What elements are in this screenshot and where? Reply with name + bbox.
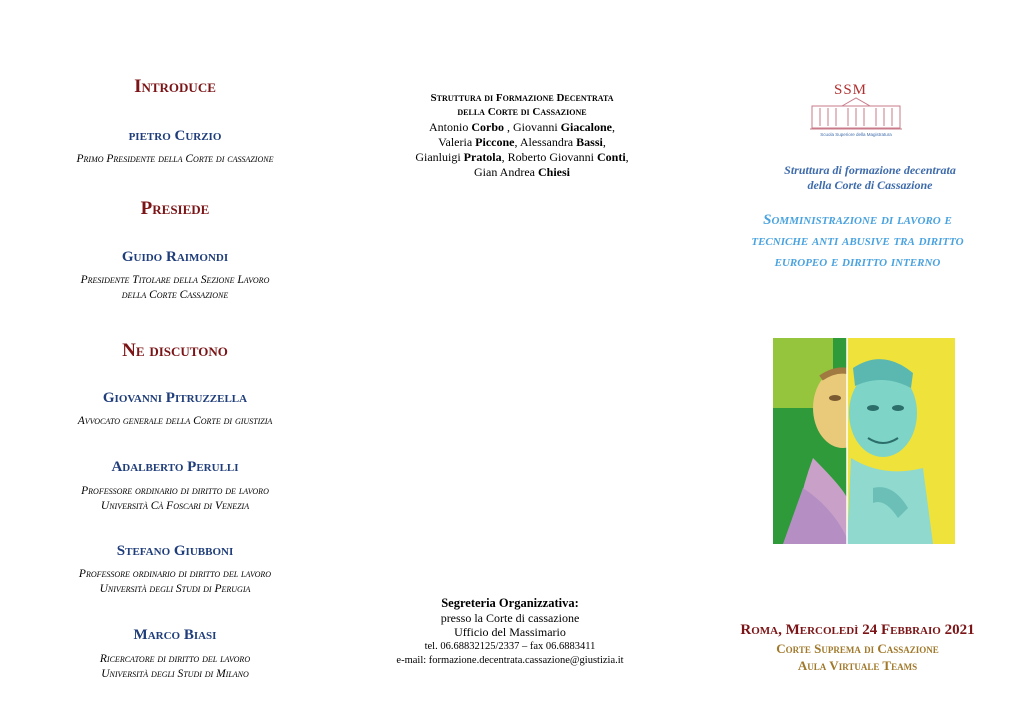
presiede-heading: Presiede — [140, 198, 210, 219]
speaker-name-perulli: Adalberto Perulli — [111, 459, 239, 475]
ssm-logo-caption: Scuola Superiore della Magistratura — [820, 132, 892, 137]
member-line: Gianluigi Pratola, Roberto Giovanni Conti, — [415, 150, 629, 164]
struttura-heading — [402, 91, 642, 119]
event-title — [690, 210, 1025, 273]
segreteria-phone: tel. 06.68832125/2337 – fax 06.6883411 — [424, 640, 596, 652]
event-title-line-1: Somministrazione di lavoro e — [763, 212, 952, 228]
segreteria-block — [360, 596, 660, 669]
bust-illustration — [773, 338, 955, 544]
speaker-role-giubboni-2: Università degli Studi di Perugia — [99, 583, 251, 595]
ssm-logo-letters: SSM — [834, 82, 868, 98]
ne-discutono-heading: Ne discutono — [122, 340, 228, 361]
introduce-heading: Introduce — [134, 76, 216, 97]
speaker-name-giubboni: Stefano Giubboni — [116, 543, 234, 559]
segreteria-address-1: presso la Corte di cassazione — [440, 610, 580, 625]
segreteria-address-2: Ufficio del Massimario — [454, 625, 566, 639]
speaker-role-perulli-1: Professore ordinario di diritto de lavoro — [81, 485, 269, 497]
event-venue-2: Aula Virtuale Teams — [797, 658, 918, 673]
struttura-right — [770, 163, 970, 193]
ssm-logo — [806, 82, 906, 140]
member-line: Antonio Corbo , Giovanni Giacalone, — [428, 120, 615, 134]
struttura-heading-line-1: Struttura di Formazione Decentrata — [430, 92, 614, 104]
member-line: Valeria Piccone, Alessandra Bassi, — [438, 135, 606, 149]
speaker-role-perulli-2: Università Cà Foscari di Venezia — [100, 500, 250, 512]
speaker-role-curzio: Primo Presidente della Corte di cassazione — [76, 153, 274, 165]
speaker-name-biasi: Marco Biasi — [133, 627, 217, 643]
speaker-role-pitruzzella: Avvocato generale della Corte di giustizia — [77, 415, 273, 427]
struttura-right-line-1: Struttura di formazione decentrata — [784, 163, 956, 177]
members-list — [392, 120, 652, 180]
speaker-role-raimondi-2: della Corte Cassazione — [121, 289, 229, 301]
building-icon — [806, 96, 906, 136]
event-title-line-2: tecniche anti abusive tra diritto — [751, 233, 964, 249]
speaker-role-biasi-1: Ricercatore di diritto del lavoro — [99, 653, 251, 665]
speaker-name-curzio: pietro Curzio — [128, 128, 222, 144]
struttura-right-line-2: della Corte di Cassazione — [807, 178, 933, 192]
speaker-role-raimondi-1: Presidente Titolare della Sezione Lavoro — [80, 274, 270, 286]
speaker-role-biasi-2: Università degli Studi di Milano — [101, 668, 249, 680]
bust-image — [773, 338, 955, 544]
event-date: Roma, Mercoledì 24 Febbraio 2021 — [740, 622, 975, 638]
event-title-line-3: europeo e diritto interno — [774, 254, 941, 270]
event-info — [690, 622, 1025, 674]
speaker-name-pitruzzella: Giovanni Pitruzzella — [102, 390, 248, 406]
speaker-name-raimondi: Guido Raimondi — [121, 249, 229, 265]
event-venue-1: Corte Suprema di Cassazione — [776, 641, 939, 656]
member-line: Gian Andrea Chiesi — [474, 165, 570, 179]
struttura-heading-line-2: della Corte di Cassazione — [457, 106, 587, 118]
segreteria-title: Segreteria Organizzativa: — [441, 596, 579, 610]
speaker-role-giubboni-1: Professore ordinario di diritto del lavoro — [78, 568, 272, 580]
segreteria-email[interactable]: e-mail: formazione.decentrata.cassazione@giustizia.it — [396, 655, 624, 666]
